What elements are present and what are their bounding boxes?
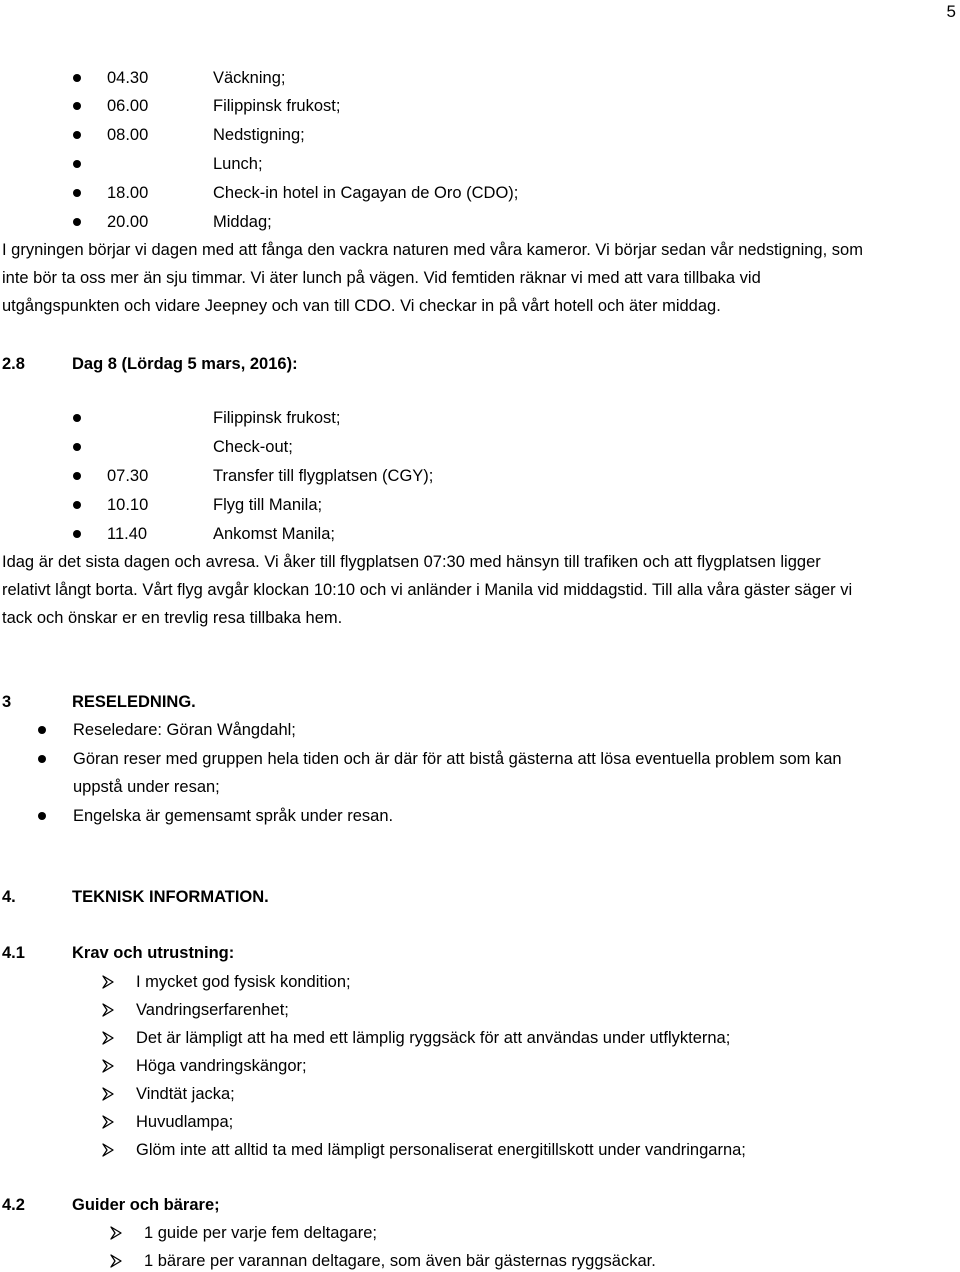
schedule-time: 07.30 [107,467,149,485]
list-item: Engelska är gemensamt språk under resan. [73,807,394,825]
section-title: Dag 8 (Lördag 5 mars, 2016): [72,355,298,373]
list-item: 1 bärare per varannan deltagare, som även bär gästernas ryggsäckar. [144,1252,656,1270]
list-item: Göran reser med gruppen hela tiden och är där för att bistå gästerna att lösa eventuella problem som kan [73,750,842,768]
schedule-time: 10.10 [107,496,149,514]
list-item: I mycket god fysisk kondition; [136,973,351,991]
bullet-icon [73,102,81,110]
list-item-continuation: uppstå under resan; [73,778,220,796]
bullet-icon [73,131,81,139]
section-number: 4.1 [2,944,25,962]
list-item: Vandringserfarenhet; [136,1001,289,1019]
schedule-time: 11.40 [107,525,148,543]
section-number: 2.8 [2,355,25,373]
schedule-text: Middag; [213,213,272,231]
schedule-text: Check-in hotel in Cagayan de Oro (CDO); [213,184,519,202]
schedule-time: 04.30 [107,69,149,87]
section-title: Krav och utrustning: [72,944,235,962]
bullet-icon [73,414,81,422]
bullet-icon [73,530,81,538]
list-item: Reseledare: Göran Wångdahl; [73,721,296,739]
schedule-time: 20.00 [107,213,149,231]
paragraph-line: Idag är det sista dagen och avresa. Vi åker till flygplatsen 07:30 med hänsyn till trafiken och att flygplatsen ligger [2,553,821,571]
bullet-icon [73,443,81,451]
paragraph-line: utgångspunkten och vidare Jeepney och van till CDO. Vi checkar in på vårt hotell och äter middag. [2,297,721,315]
section-number: 4. [2,888,16,906]
page-number: 5 [946,2,956,21]
arrow-bullet-icon [100,1058,116,1074]
bullet-icon [73,218,81,226]
section-number: 4.2 [2,1196,25,1214]
paragraph-line: tack och önskar er en trevlig resa tillbaka hem. [2,609,343,627]
arrow-bullet-icon [100,1030,116,1046]
schedule-time: 08.00 [107,126,149,144]
bullet-icon [73,160,81,168]
paragraph-line: I gryningen börjar vi dagen med att fånga den vackra naturen med våra kameror. Vi börjar sedan vår nedstigning, som [2,241,863,259]
bullet-icon [38,812,46,820]
schedule-time: 18.00 [107,184,149,202]
paragraph-line: inte bör ta oss mer än sju timmar. Vi äter lunch på vägen. Vid femtiden räknar vi med att vara tillbaka vid [2,269,761,287]
arrow-bullet-icon [100,1142,116,1158]
arrow-bullet-icon [108,1225,124,1241]
arrow-bullet-icon [100,1114,116,1130]
bullet-icon [38,726,46,734]
arrow-bullet-icon [100,1086,116,1102]
arrow-bullet-icon [100,974,116,990]
schedule-text: Väckning; [213,69,286,87]
section-title: TEKNISK INFORMATION. [72,888,269,906]
schedule-text: Transfer till flygplatsen (CGY); [213,467,434,485]
list-item: Vindtät jacka; [136,1085,235,1103]
bullet-icon [38,755,46,763]
list-item: Höga vandringskängor; [136,1057,307,1075]
arrow-bullet-icon [100,1002,116,1018]
schedule-text: Filippinsk frukost; [213,97,341,115]
list-item: Det är lämpligt att ha med ett lämplig ryggsäck för att användas under utflykterna; [136,1029,731,1047]
section-title: RESELEDNING. [72,693,196,711]
arrow-bullet-icon [108,1253,124,1269]
schedule-text: Check-out; [213,438,293,456]
list-item: Huvudlampa; [136,1113,234,1131]
bullet-icon [73,74,81,82]
list-item: Glöm inte att alltid ta med lämpligt personaliserat energitillskott under vandringarna; [136,1141,746,1159]
schedule-text: Ankomst Manila; [213,525,335,543]
paragraph-line: relativt långt borta. Vårt flyg avgår klockan 10:10 och vi anländer i Manila vid middagstid. Till alla våra gäster säger vi [2,581,853,599]
schedule-time: 06.00 [107,97,149,115]
bullet-icon [73,189,81,197]
schedule-text: Flyg till Manila; [213,496,323,514]
section-title: Guider och bärare; [72,1196,220,1214]
schedule-text: Lunch; [213,155,263,173]
section-number: 3 [2,693,12,711]
bullet-icon [73,501,81,509]
list-item: 1 guide per varje fem deltagare; [144,1224,377,1242]
schedule-text: Nedstigning; [213,126,305,144]
bullet-icon [73,472,81,480]
schedule-text: Filippinsk frukost; [213,409,341,427]
